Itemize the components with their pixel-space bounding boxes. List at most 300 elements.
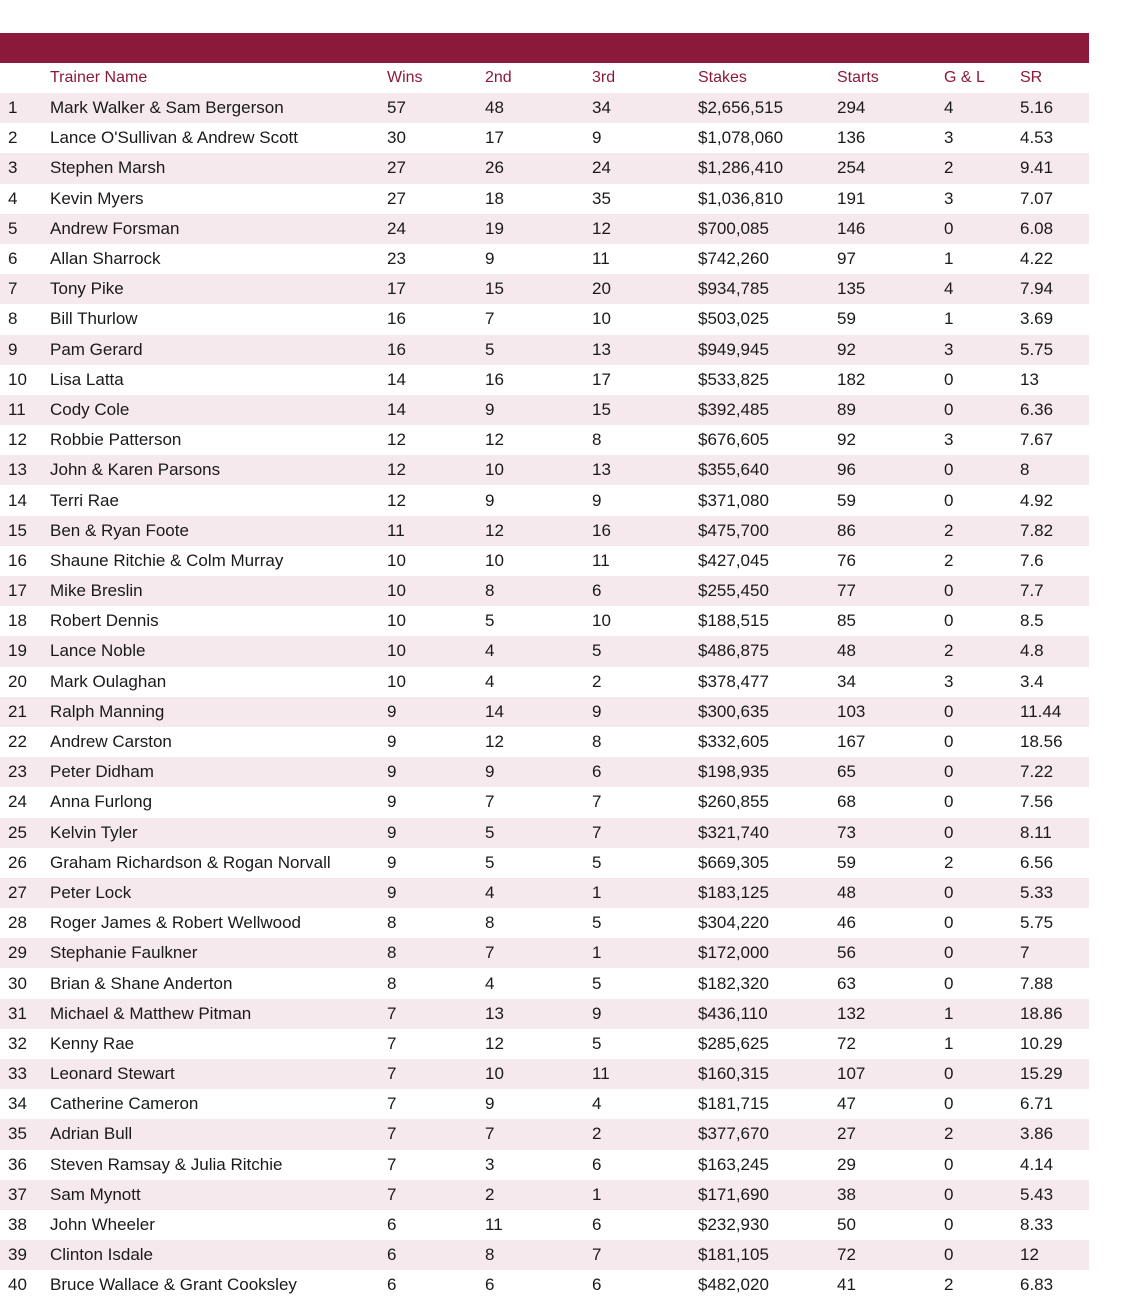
stakes-column-header: Stakes <box>698 69 747 86</box>
rank-cell: 31 <box>0 999 50 1029</box>
rank-cell: 25 <box>0 818 50 848</box>
wins-cell: 14 <box>387 395 485 425</box>
sr-cell: 7.7 <box>1020 576 1089 606</box>
starts-cell: 92 <box>837 425 944 455</box>
second-cell: 3 <box>485 1150 592 1180</box>
starts-cell: 29 <box>837 1150 944 1180</box>
table-row <box>0 818 1089 848</box>
trainer-name-column-header: Trainer Name <box>50 69 148 86</box>
stakes-cell: $475,700 <box>698 516 837 546</box>
trainer-name-cell: Stephanie Faulkner <box>50 938 387 968</box>
second-cell: 8 <box>485 1240 592 1270</box>
stakes-cell: $377,670 <box>698 1119 837 1149</box>
stakes-cell: $427,045 <box>698 546 837 576</box>
third-cell: 13 <box>592 335 698 365</box>
rank-cell: 15 <box>0 516 50 546</box>
stakes-cell: $332,605 <box>698 727 837 757</box>
table-row <box>0 636 1089 666</box>
gl-cell: 1 <box>944 1029 1020 1059</box>
wins-cell: 8 <box>387 938 485 968</box>
trainer-name-cell: Allan Sharrock <box>50 244 387 274</box>
table-row <box>0 667 1089 697</box>
starts-cell: 48 <box>837 636 944 666</box>
table-row <box>0 485 1089 515</box>
trainer-name-cell: John Wheeler <box>50 1210 387 1240</box>
second-cell: 9 <box>485 244 592 274</box>
starts-cell: 59 <box>837 848 944 878</box>
third-cell: 12 <box>592 214 698 244</box>
table-row <box>0 516 1089 546</box>
sr-cell: 5.33 <box>1020 878 1089 908</box>
gl-cell: 1 <box>944 244 1020 274</box>
starts-cell: 65 <box>837 757 944 787</box>
starts-cell: 72 <box>837 1029 944 1059</box>
gl-cell: 0 <box>944 968 1020 998</box>
second-cell: 4 <box>485 667 592 697</box>
third-cell: 11 <box>592 244 698 274</box>
trainer-name-cell: Catherine Cameron <box>50 1089 387 1119</box>
wins-cell: 30 <box>387 123 485 153</box>
sr-cell: 7.07 <box>1020 184 1089 214</box>
gl-cell: 0 <box>944 1180 1020 1210</box>
rank-cell: 5 <box>0 214 50 244</box>
gl-cell: 0 <box>944 1059 1020 1089</box>
second-cell: 10 <box>485 1059 592 1089</box>
wins-cell: 6 <box>387 1270 485 1300</box>
sr-cell: 7.6 <box>1020 546 1089 576</box>
trainer-name-cell: Graham Richardson & Rogan Norvall <box>50 848 387 878</box>
trainer-name-cell: Bruce Wallace & Grant Cooksley <box>50 1270 387 1300</box>
rank-cell: 13 <box>0 455 50 485</box>
wins-cell: 9 <box>387 848 485 878</box>
trainer-name-cell: Kevin Myers <box>50 184 387 214</box>
wins-cell: 11 <box>387 516 485 546</box>
trainer-name-cell: Robert Dennis <box>50 606 387 636</box>
sr-cell: 5.43 <box>1020 1180 1089 1210</box>
third-cell: 6 <box>592 1150 698 1180</box>
rank-cell: 6 <box>0 244 50 274</box>
table-row <box>0 606 1089 636</box>
sr-cell: 9.41 <box>1020 153 1089 183</box>
table-row <box>0 395 1089 425</box>
wins-cell: 9 <box>387 697 485 727</box>
rank-cell: 8 <box>0 304 50 334</box>
third-cell: 8 <box>592 727 698 757</box>
sr-cell: 3.4 <box>1020 667 1089 697</box>
trainer-name-cell: Peter Didham <box>50 757 387 787</box>
third-cell: 5 <box>592 968 698 998</box>
third-cell: 1 <box>592 938 698 968</box>
starts-cell: 103 <box>837 697 944 727</box>
wins-cell: 8 <box>387 968 485 998</box>
stakes-cell: $436,110 <box>698 999 837 1029</box>
rank-cell: 10 <box>0 365 50 395</box>
sr-cell: 7.67 <box>1020 425 1089 455</box>
gl-cell: 0 <box>944 214 1020 244</box>
trainer-name-cell: Lance Noble <box>50 636 387 666</box>
stakes-cell: $1,036,810 <box>698 184 837 214</box>
starts-cell: 38 <box>837 1180 944 1210</box>
table-row <box>0 848 1089 878</box>
starts-cell: 47 <box>837 1089 944 1119</box>
second-cell: 18 <box>485 184 592 214</box>
second-cell: 9 <box>485 1089 592 1119</box>
trainer-name-cell: Roger James & Robert Wellwood <box>50 908 387 938</box>
wins-cell: 16 <box>387 335 485 365</box>
gl-cell: 1 <box>944 999 1020 1029</box>
second-cell: 8 <box>485 908 592 938</box>
second-cell: 5 <box>485 335 592 365</box>
starts-cell: 135 <box>837 274 944 304</box>
table-row <box>0 1089 1089 1119</box>
sr-cell: 15.29 <box>1020 1059 1089 1089</box>
table-header-row <box>0 63 1089 93</box>
table-row <box>0 123 1089 153</box>
table-row <box>0 153 1089 183</box>
third-cell: 7 <box>592 1240 698 1270</box>
third-cell: 10 <box>592 304 698 334</box>
starts-cell: 146 <box>837 214 944 244</box>
sr-cell: 5.75 <box>1020 335 1089 365</box>
stakes-cell: $304,220 <box>698 908 837 938</box>
rank-cell: 9 <box>0 335 50 365</box>
starts-cell: 89 <box>837 395 944 425</box>
wins-cell: 16 <box>387 304 485 334</box>
gl-cell: 2 <box>944 848 1020 878</box>
table-row <box>0 455 1089 485</box>
wins-cell: 7 <box>387 1059 485 1089</box>
third-cell: 6 <box>592 757 698 787</box>
wins-cell: 10 <box>387 546 485 576</box>
trainer-name-cell: Mike Breslin <box>50 576 387 606</box>
third-cell: 9 <box>592 999 698 1029</box>
gl-cell: 0 <box>944 818 1020 848</box>
stakes-cell: $255,450 <box>698 576 837 606</box>
starts-cell: 50 <box>837 1210 944 1240</box>
stakes-cell: $232,930 <box>698 1210 837 1240</box>
rank-cell: 1 <box>0 93 50 123</box>
second-cell: 4 <box>485 878 592 908</box>
gl-cell: 0 <box>944 697 1020 727</box>
rank-cell: 23 <box>0 757 50 787</box>
wins-cell: 10 <box>387 606 485 636</box>
gl-cell: 0 <box>944 757 1020 787</box>
rank-cell: 29 <box>0 938 50 968</box>
second-cell: 4 <box>485 636 592 666</box>
starts-cell: 107 <box>837 1059 944 1089</box>
stakes-cell: $371,080 <box>698 485 837 515</box>
sr-cell: 5.16 <box>1020 93 1089 123</box>
wins-cell: 12 <box>387 455 485 485</box>
trainer-name-cell: Lance O'Sullivan & Andrew Scott <box>50 123 387 153</box>
trainer-name-cell: Ben & Ryan Foote <box>50 516 387 546</box>
stakes-cell: $183,125 <box>698 878 837 908</box>
wins-cell: 10 <box>387 667 485 697</box>
stakes-cell: $300,635 <box>698 697 837 727</box>
sr-cell: 4.92 <box>1020 485 1089 515</box>
trainer-name-cell: Lisa Latta <box>50 365 387 395</box>
gl-cell: 0 <box>944 727 1020 757</box>
third-cell: 7 <box>592 787 698 817</box>
trainer-name-cell: Brian & Shane Anderton <box>50 968 387 998</box>
sr-cell: 6.36 <box>1020 395 1089 425</box>
wins-cell: 14 <box>387 365 485 395</box>
sr-cell: 7.22 <box>1020 757 1089 787</box>
rank-column-header <box>0 63 50 93</box>
wins-cell: 6 <box>387 1210 485 1240</box>
third-cell: 1 <box>592 878 698 908</box>
starts-cell: 77 <box>837 576 944 606</box>
stakes-cell: $198,935 <box>698 757 837 787</box>
gl-cell: 4 <box>944 274 1020 304</box>
rank-cell: 14 <box>0 485 50 515</box>
second-column-header: 2nd <box>485 69 512 86</box>
gl-cell: 2 <box>944 516 1020 546</box>
trainer-name-cell: Peter Lock <box>50 878 387 908</box>
sr-cell: 11.44 <box>1020 697 1089 727</box>
starts-cell: 97 <box>837 244 944 274</box>
trainer-name-cell: Clinton Isdale <box>50 1240 387 1270</box>
stakes-cell: $949,945 <box>698 335 837 365</box>
second-cell: 6 <box>485 1270 592 1300</box>
second-cell: 7 <box>485 787 592 817</box>
third-cell: 11 <box>592 546 698 576</box>
sr-cell: 7.82 <box>1020 516 1089 546</box>
trainer-name-cell: Leonard Stewart <box>50 1059 387 1089</box>
wins-cell: 57 <box>387 93 485 123</box>
rank-cell: 37 <box>0 1180 50 1210</box>
wins-column-header: Wins <box>387 69 423 86</box>
third-cell: 11 <box>592 1059 698 1089</box>
second-cell: 9 <box>485 395 592 425</box>
rank-cell: 20 <box>0 667 50 697</box>
second-cell: 26 <box>485 153 592 183</box>
third-cell: 10 <box>592 606 698 636</box>
gl-cell: 4 <box>944 93 1020 123</box>
rank-cell: 35 <box>0 1119 50 1149</box>
starts-cell: 167 <box>837 727 944 757</box>
table-row <box>0 878 1089 908</box>
sr-column-header: SR <box>1020 69 1043 86</box>
table-row <box>0 999 1089 1029</box>
trainer-name-cell: Ralph Manning <box>50 697 387 727</box>
stakes-cell: $171,690 <box>698 1180 837 1210</box>
second-cell: 9 <box>485 485 592 515</box>
trainer-name-cell: Sam Mynott <box>50 1180 387 1210</box>
table-row <box>0 697 1089 727</box>
table-row <box>0 214 1089 244</box>
sr-cell: 7.56 <box>1020 787 1089 817</box>
wins-cell: 6 <box>387 1240 485 1270</box>
table-row <box>0 425 1089 455</box>
third-cell: 6 <box>592 576 698 606</box>
second-cell: 10 <box>485 546 592 576</box>
table-row <box>0 546 1089 576</box>
trainer-name-cell: Stephen Marsh <box>50 153 387 183</box>
sr-cell: 4.22 <box>1020 244 1089 274</box>
table-row <box>0 335 1089 365</box>
starts-cell: 191 <box>837 184 944 214</box>
second-cell: 13 <box>485 999 592 1029</box>
wins-cell: 27 <box>387 153 485 183</box>
gl-cell: 2 <box>944 636 1020 666</box>
trainer-name-cell: Steven Ramsay & Julia Ritchie <box>50 1150 387 1180</box>
sr-cell: 4.14 <box>1020 1150 1089 1180</box>
stakes-cell: $934,785 <box>698 274 837 304</box>
rank-cell: 26 <box>0 848 50 878</box>
sr-cell: 8.11 <box>1020 818 1089 848</box>
starts-cell: 41 <box>837 1270 944 1300</box>
table-row <box>0 1119 1089 1149</box>
second-cell: 4 <box>485 968 592 998</box>
third-cell: 2 <box>592 1119 698 1149</box>
stakes-cell: $260,855 <box>698 787 837 817</box>
trainer-name-cell: Pam Gerard <box>50 335 387 365</box>
starts-cell: 294 <box>837 93 944 123</box>
trainer-name-cell: Bill Thurlow <box>50 304 387 334</box>
starts-cell: 59 <box>837 485 944 515</box>
trainer-name-cell: Andrew Forsman <box>50 214 387 244</box>
gl-cell: 3 <box>944 667 1020 697</box>
rank-cell: 36 <box>0 1150 50 1180</box>
gl-column-header: G & L <box>944 69 985 86</box>
starts-cell: 72 <box>837 1240 944 1270</box>
third-cell: 4 <box>592 1089 698 1119</box>
rank-cell: 24 <box>0 787 50 817</box>
table-row <box>0 968 1089 998</box>
rank-cell: 28 <box>0 908 50 938</box>
third-cell: 5 <box>592 848 698 878</box>
wins-cell: 8 <box>387 908 485 938</box>
trainer-name-cell: Mark Oulaghan <box>50 667 387 697</box>
gl-cell: 0 <box>944 485 1020 515</box>
starts-cell: 96 <box>837 455 944 485</box>
starts-cell: 68 <box>837 787 944 817</box>
trainer-name-cell: Terri Rae <box>50 485 387 515</box>
wins-cell: 27 <box>387 184 485 214</box>
rank-cell: 34 <box>0 1089 50 1119</box>
table-row <box>0 576 1089 606</box>
third-cell: 8 <box>592 425 698 455</box>
sr-cell: 6.08 <box>1020 214 1089 244</box>
third-cell: 13 <box>592 455 698 485</box>
rank-cell: 19 <box>0 636 50 666</box>
wins-cell: 7 <box>387 1180 485 1210</box>
gl-cell: 2 <box>944 546 1020 576</box>
second-cell: 11 <box>485 1210 592 1240</box>
rank-cell: 11 <box>0 395 50 425</box>
gl-cell: 2 <box>944 1270 1020 1300</box>
stakes-cell: $700,085 <box>698 214 837 244</box>
trainer-name-cell: Kenny Rae <box>50 1029 387 1059</box>
stakes-cell: $181,715 <box>698 1089 837 1119</box>
trainer-name-cell: Shaune Ritchie & Colm Murray <box>50 546 387 576</box>
table-row <box>0 1210 1089 1240</box>
header-band <box>0 33 1089 63</box>
second-cell: 5 <box>485 606 592 636</box>
table-row <box>0 304 1089 334</box>
gl-cell: 0 <box>944 1089 1020 1119</box>
stakes-cell: $742,260 <box>698 244 837 274</box>
second-cell: 48 <box>485 93 592 123</box>
table-row <box>0 1270 1089 1300</box>
stakes-cell: $355,640 <box>698 455 837 485</box>
wins-cell: 24 <box>387 214 485 244</box>
stakes-cell: $160,315 <box>698 1059 837 1089</box>
third-column-header: 3rd <box>592 69 616 86</box>
rank-cell: 38 <box>0 1210 50 1240</box>
gl-cell: 3 <box>944 425 1020 455</box>
second-cell: 2 <box>485 1180 592 1210</box>
table-row <box>0 1150 1089 1180</box>
table-row <box>0 93 1089 123</box>
stakes-cell: $669,305 <box>698 848 837 878</box>
second-cell: 16 <box>485 365 592 395</box>
third-cell: 7 <box>592 818 698 848</box>
table-row <box>0 727 1089 757</box>
table-row <box>0 1029 1089 1059</box>
trainer-name-cell: John & Karen Parsons <box>50 455 387 485</box>
sr-cell: 5.75 <box>1020 908 1089 938</box>
starts-cell: 73 <box>837 818 944 848</box>
table-row <box>0 244 1089 274</box>
gl-cell: 0 <box>944 787 1020 817</box>
stakes-cell: $1,078,060 <box>698 123 837 153</box>
stakes-cell: $676,605 <box>698 425 837 455</box>
stakes-cell: $533,825 <box>698 365 837 395</box>
table-row <box>0 1180 1089 1210</box>
third-cell: 20 <box>592 274 698 304</box>
trainer-name-cell: Anna Furlong <box>50 787 387 817</box>
rank-cell: 4 <box>0 184 50 214</box>
sr-cell: 7 <box>1020 938 1089 968</box>
starts-cell: 56 <box>837 938 944 968</box>
third-cell: 1 <box>592 1180 698 1210</box>
third-cell: 35 <box>592 184 698 214</box>
gl-cell: 0 <box>944 1240 1020 1270</box>
starts-cell: 76 <box>837 546 944 576</box>
table-row <box>0 787 1089 817</box>
second-cell: 12 <box>485 516 592 546</box>
starts-cell: 63 <box>837 968 944 998</box>
starts-cell: 48 <box>837 878 944 908</box>
second-cell: 9 <box>485 757 592 787</box>
gl-cell: 0 <box>944 455 1020 485</box>
starts-cell: 27 <box>837 1119 944 1149</box>
stakes-cell: $1,286,410 <box>698 153 837 183</box>
starts-cell: 254 <box>837 153 944 183</box>
third-cell: 24 <box>592 153 698 183</box>
rank-cell: 40 <box>0 1270 50 1300</box>
rank-cell: 39 <box>0 1240 50 1270</box>
second-cell: 7 <box>485 1119 592 1149</box>
wins-cell: 9 <box>387 878 485 908</box>
trainer-name-cell: Kelvin Tyler <box>50 818 387 848</box>
sr-cell: 18.86 <box>1020 999 1089 1029</box>
table-row <box>0 184 1089 214</box>
third-cell: 6 <box>592 1210 698 1240</box>
second-cell: 8 <box>485 576 592 606</box>
second-cell: 12 <box>485 425 592 455</box>
third-cell: 2 <box>592 667 698 697</box>
sr-cell: 8 <box>1020 455 1089 485</box>
third-cell: 5 <box>592 636 698 666</box>
sr-cell: 6.83 <box>1020 1270 1089 1300</box>
sr-cell: 8.5 <box>1020 606 1089 636</box>
gl-cell: 0 <box>944 576 1020 606</box>
wins-cell: 17 <box>387 274 485 304</box>
wins-cell: 12 <box>387 425 485 455</box>
